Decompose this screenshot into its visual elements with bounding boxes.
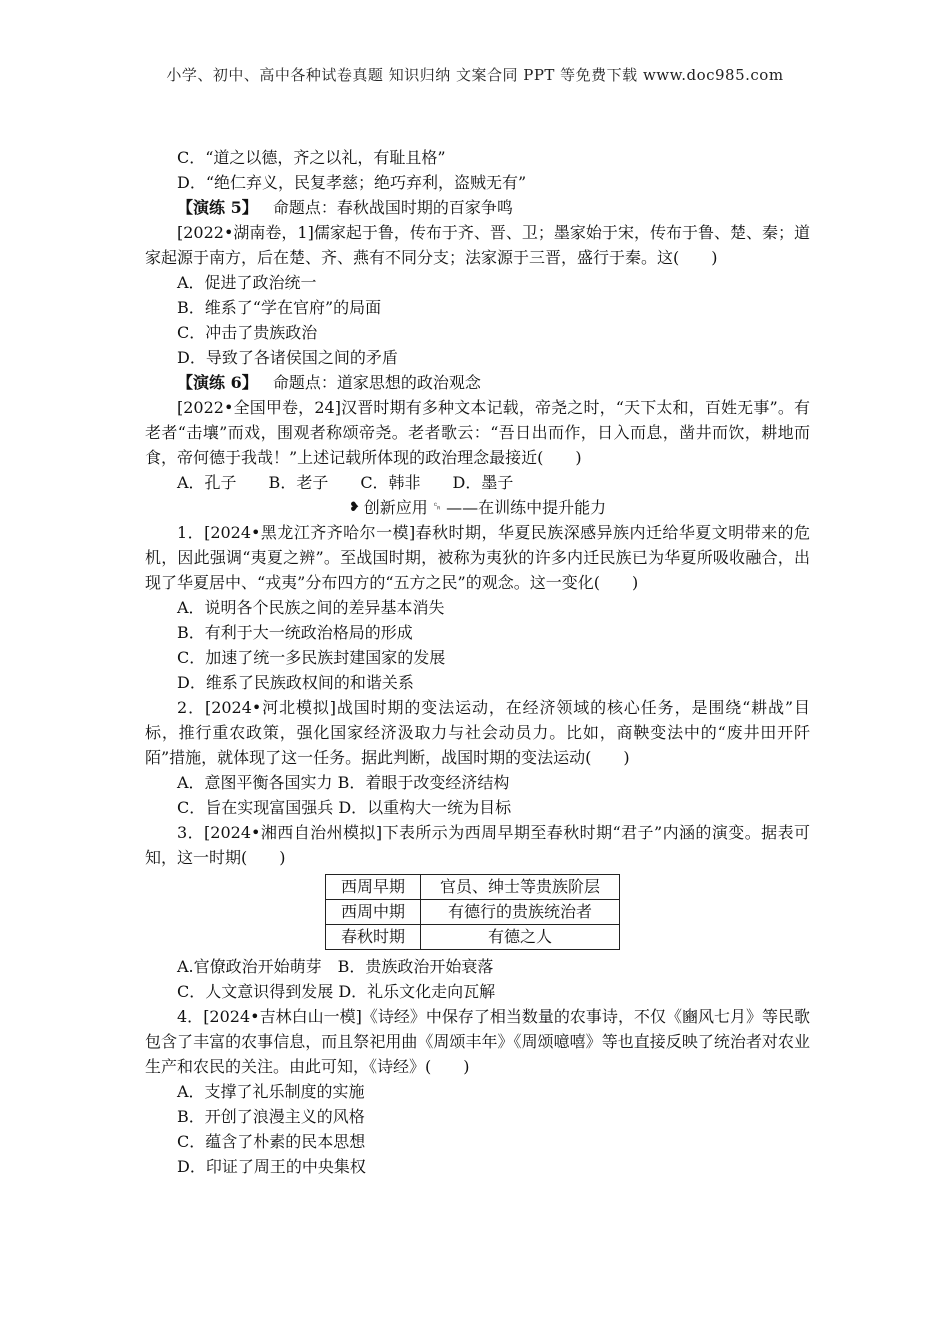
table-cell: 有德之人 — [421, 925, 620, 950]
q3-options-line2: C．人文意识得到发展 D．礼乐文化走向瓦解 — [177, 982, 496, 1001]
drill5-heading — [145, 195, 810, 220]
q4-option-c: C．蕴含了朴素的民本思想 — [177, 1132, 366, 1151]
table-row — [326, 900, 620, 925]
drill6-stem: [2022•全国甲卷，24]汉晋时期有多种文本记载，帝尧之时，“天下太和，百姓无事”。有老者“击壤”而戏，围观者称颂帝尧。老者歌云：“吾日出而作，日入而息，凿井而饮，耕地而食，帝何德于我哉！”上述记载所体现的政治理念最接近( ) — [145, 398, 810, 467]
drill6-options: A．孔子 B．老子 C．韩非 D．墨子 — [177, 473, 514, 492]
drill5-label: 【演练 5】 — [177, 198, 258, 217]
q2-options-line2: C．旨在实现富国强兵 D．以重构大一统为目标 — [177, 798, 512, 817]
q2-options-line1: A．意图平衡各国实力 B．着眼于改变经济结构 — [177, 773, 510, 792]
q1-option-c: C．加速了统一多民族封建国家的发展 — [177, 648, 446, 667]
section-heading — [145, 495, 810, 520]
table-row — [326, 925, 620, 950]
q1-stem: 1．[2024•黑龙江齐齐哈尔一模]春秋时期，华夏民族深感异族内迁给华夏文明带来的危机，因此强调“夷夏之辨”。至战国时期，被称为夷狄的许多内迁民族已为华夏所吸收融合，出现了华夏居中、“戎夷”分布四方的“五方之民”的观念。这一变化( ) — [145, 523, 810, 592]
q1-option-d: D．维系了民族政权间的和谐关系 — [177, 673, 414, 692]
table-cell: 有德行的贵族统治者 — [421, 900, 620, 925]
prev-option-d: D．“绝仁弃义，民复孝慈；绝巧弃利，盗贼无有” — [177, 173, 527, 192]
q3-options-line1: A.官僚政治开始萌芽 B．贵族政治开始衰落 — [177, 957, 494, 976]
q2-stem: 2．[2024•河北模拟]战国时期的变法运动，在经济领域的核心任务，是围绕“耕战”目标，推行重农政策，强化国家经济汲取力与社会动员力。比如，商鞅变法中的“废井田开阡陌”措施，就体现了这一任务。据此判断，战国时期的变法运动( ) — [145, 698, 810, 767]
table-cell: 春秋时期 — [326, 925, 421, 950]
drill5-topic: 命题点：春秋战国时期的百家争鸣 — [272, 198, 513, 217]
table-row — [326, 875, 620, 900]
prev-option-c: C．“道之以德，齐之以礼，有耻且格” — [177, 148, 446, 167]
q4-option-d: D．印证了周王的中央集权 — [177, 1157, 366, 1176]
drill6-topic: 命题点：道家思想的政治观念 — [272, 373, 481, 392]
drill5-option-b: B．维系了“学在官府”的局面 — [177, 298, 382, 317]
drill5-option-a: A．促进了政治统一 — [177, 273, 317, 292]
section-title: 创新应用 — [363, 498, 428, 517]
q4-option-b: B．开创了浪漫主义的风格 — [177, 1107, 365, 1126]
page-header: 小学、初中、高中各种试卷真题 知识归纳 文案合同 PPT 等免费下载 www.doc985.com — [166, 66, 784, 84]
table-cell: 官员、绅士等贵族阶层 — [421, 875, 620, 900]
left-ornament-icon: ❥ — [348, 500, 360, 515]
q3-table — [325, 874, 620, 950]
q1-option-b: B．有利于大一统政治格局的形成 — [177, 623, 413, 642]
table-cell: 西周中期 — [326, 900, 421, 925]
drill5-option-d: D．导致了各诸侯国之间的矛盾 — [177, 348, 398, 367]
q1-option-a: A．说明各个民族之间的差异基本消失 — [177, 598, 445, 617]
q3-stem: 3．[2024•湘西自治州模拟]下表所示为西周早期至春秋时期“君子”内涵的演变。据表可知，这一时期( ) — [145, 823, 810, 867]
drill5-option-c: C．冲击了贵族政治 — [177, 323, 318, 342]
q4-stem: 4．[2024•吉林白山一模]《诗经》中保存了相当数量的农事诗，不仅《豳风七月》等民歌包含了丰富的农事信息，而且祭祀用曲《周颂丰年》《周颂噫嘻》等也直接反映了统治者对农业生产和农民的关注。由此可知，《诗经》( ) — [145, 1007, 810, 1076]
drill6-heading — [145, 370, 810, 395]
right-ornament-icon: ␍ — [431, 500, 443, 515]
q4-option-a: A．支撑了礼乐制度的实施 — [177, 1082, 365, 1101]
document-body — [145, 145, 810, 1179]
drill6-label: 【演练 6】 — [177, 373, 258, 392]
section-subtitle: ——在训练中提升能力 — [446, 498, 607, 517]
table-cell: 西周早期 — [326, 875, 421, 900]
drill5-stem: [2022•湖南卷，1]儒家起于鲁，传布于齐、晋、卫；墨家始于宋，传布于鲁、楚、秦；道家起源于南方，后在楚、齐、燕有不同分支；法家源于三晋，盛行于秦。这( ) — [145, 223, 810, 267]
